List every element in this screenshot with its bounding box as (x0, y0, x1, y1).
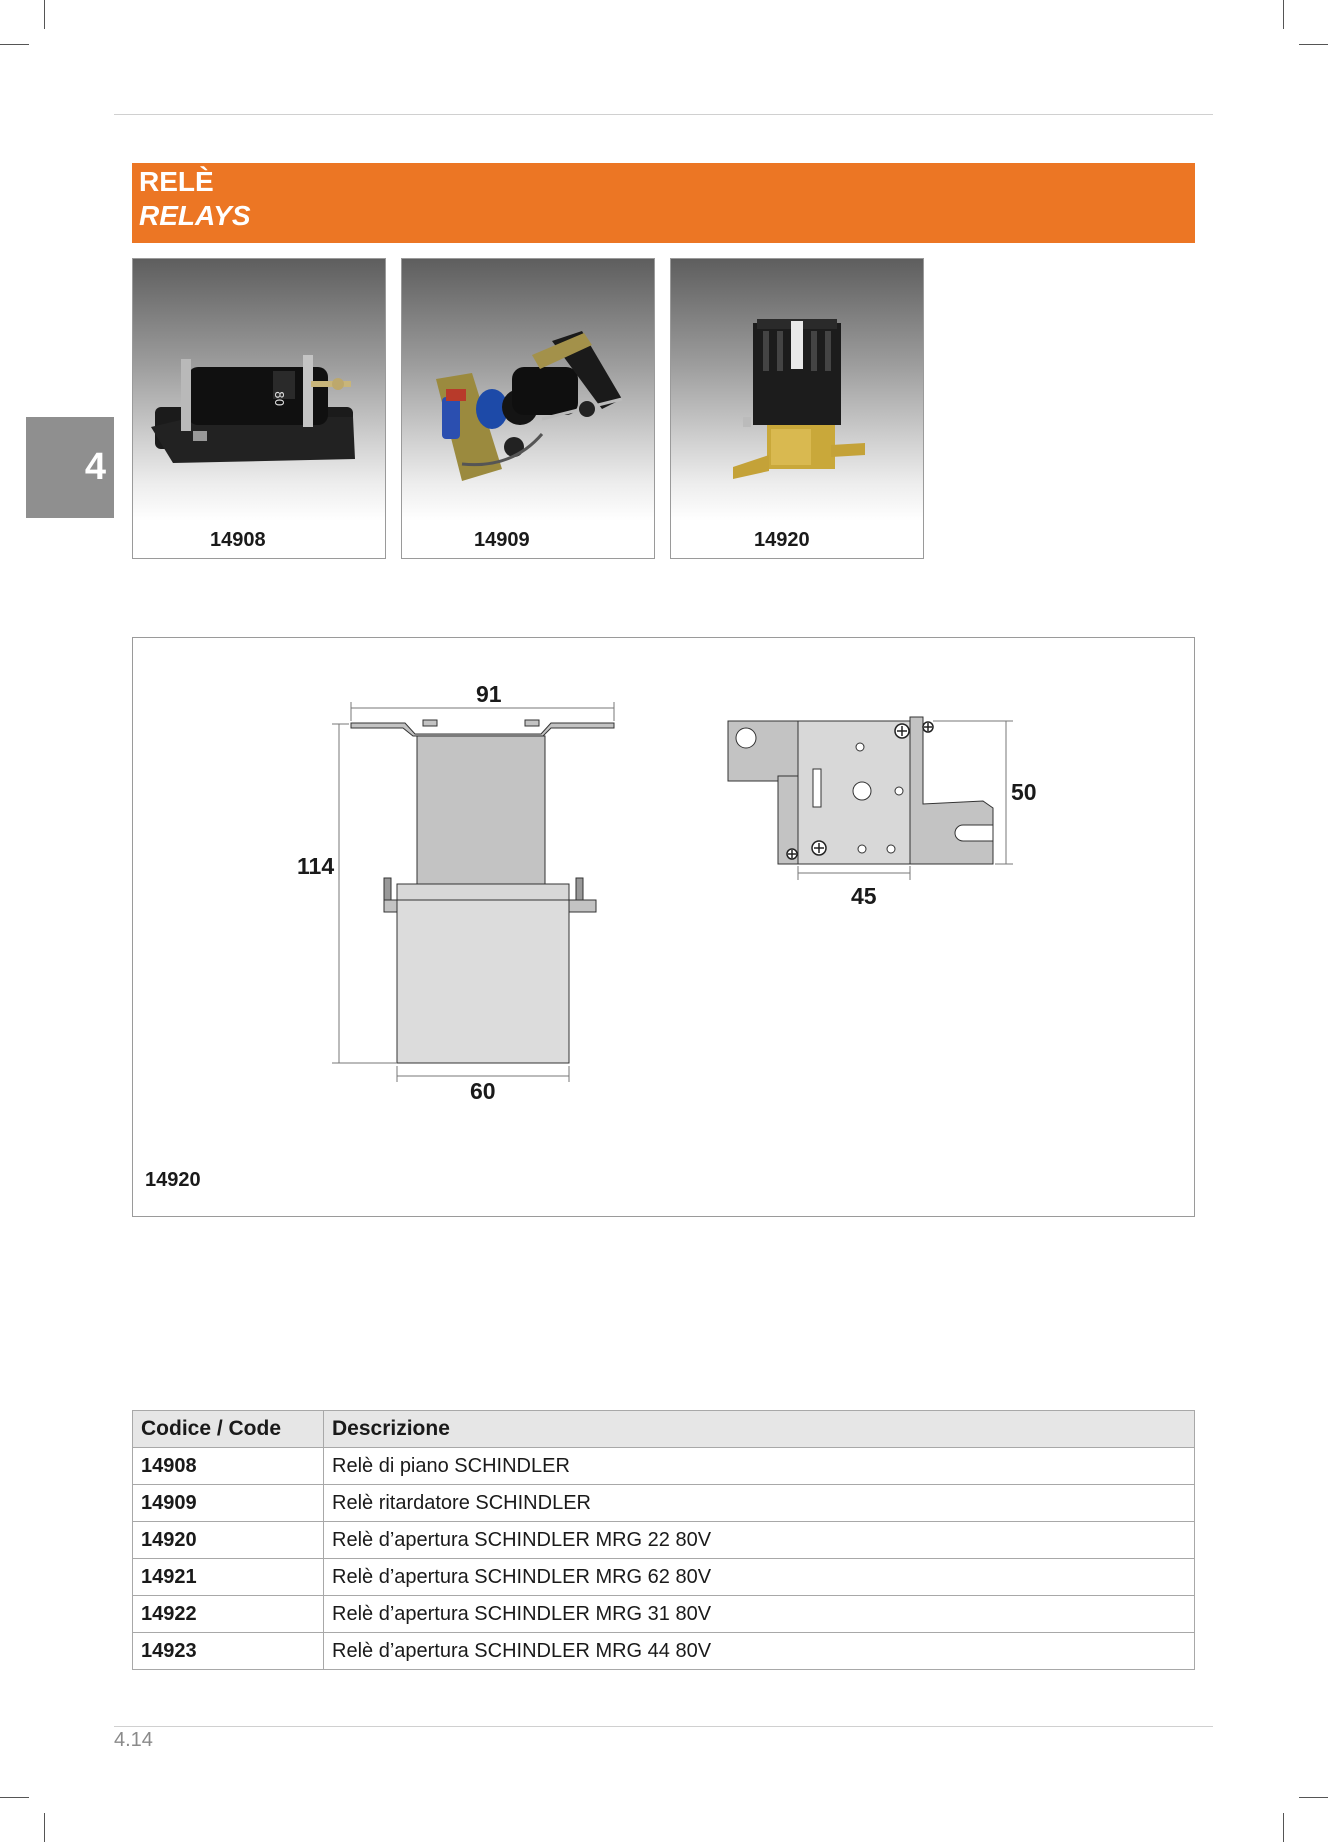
row-code: 14921 (133, 1559, 324, 1596)
section-title-it: RELÈ (139, 166, 214, 197)
table-header-row (133, 1411, 1195, 1448)
dimension-label: 114 (297, 853, 335, 879)
header-rule (114, 114, 1213, 115)
crop-mark (44, 0, 45, 29)
row-code: 14923 (133, 1633, 324, 1670)
table-row (133, 1522, 1195, 1559)
table-row (133, 1596, 1195, 1633)
product-photo-card (132, 258, 386, 559)
footer-rule (114, 1726, 1213, 1727)
photo-code: 14920 (754, 529, 810, 551)
row-description: Relè d’apertura SCHINDLER MRG 44 80V (324, 1633, 1195, 1670)
chapter-tab (26, 417, 114, 518)
page-number: 4.14 (114, 1729, 153, 1751)
relay-photo-14909 (402, 259, 654, 521)
table-row (133, 1485, 1195, 1522)
column-header-description: Descrizione (324, 1411, 1195, 1448)
product-photo-card (670, 258, 924, 559)
row-description: Relè d’apertura SCHINDLER MRG 22 80V (324, 1522, 1195, 1559)
column-header-code: Codice / Code (133, 1411, 324, 1448)
dimension-label: 91 (476, 681, 502, 707)
section-title-en: RELAYS (139, 200, 251, 231)
row-description: Relè d’apertura SCHINDLER MRG 31 80V (324, 1596, 1195, 1633)
table-row (133, 1559, 1195, 1596)
crop-mark (1283, 0, 1284, 29)
dimension-label: 60 (470, 1078, 496, 1104)
row-description: Relè d’apertura SCHINDLER MRG 62 80V (324, 1559, 1195, 1596)
technical-drawing (132, 637, 1195, 1217)
row-code: 14908 (133, 1448, 324, 1485)
relay-photo-14920 (671, 259, 923, 521)
drawing-code: 14920 (145, 1169, 201, 1191)
crop-mark (1299, 1797, 1328, 1798)
dimension-label: 45 (851, 883, 877, 909)
row-description: Relè di piano SCHINDLER (324, 1448, 1195, 1485)
row-description: Relè ritardatore SCHINDLER (324, 1485, 1195, 1522)
section-title-bar (132, 163, 1195, 243)
crop-mark (44, 1813, 45, 1842)
product-table (132, 1410, 1195, 1670)
svg-text:80: 80 (272, 391, 286, 407)
row-code: 14909 (133, 1485, 324, 1522)
photo-code: 14908 (210, 529, 266, 551)
row-code: 14920 (133, 1522, 324, 1559)
photo-code: 14909 (474, 529, 530, 551)
chapter-number: 4 (84, 446, 106, 488)
crop-mark (0, 1797, 29, 1798)
crop-mark (1283, 1813, 1284, 1842)
crop-mark (0, 44, 29, 45)
dimension-label: 50 (1011, 779, 1037, 805)
table-row (133, 1448, 1195, 1485)
row-code: 14922 (133, 1596, 324, 1633)
relay-photo-14908 (133, 259, 385, 521)
product-photo-card (401, 258, 655, 559)
table-row (133, 1633, 1195, 1670)
crop-mark (1299, 44, 1328, 45)
